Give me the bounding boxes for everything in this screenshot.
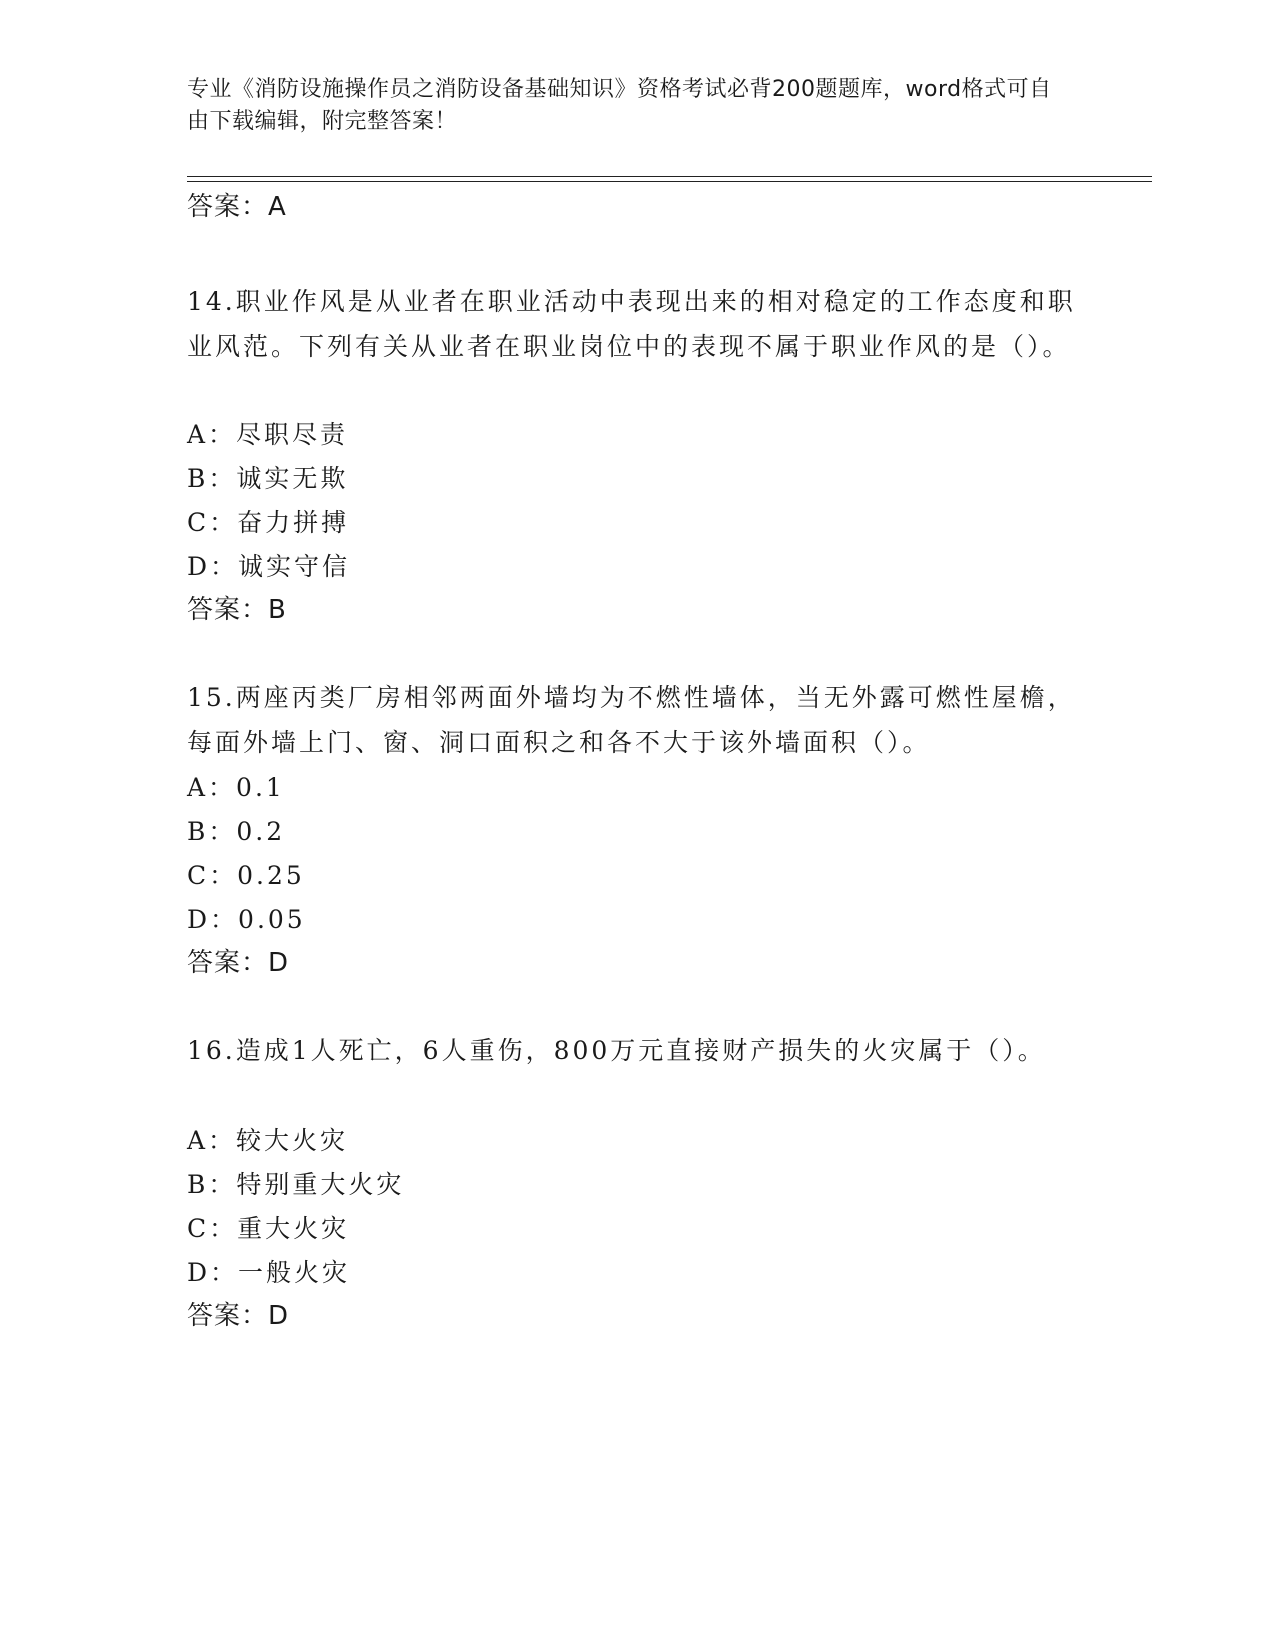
question-14-answer: 答案：B [187,595,287,625]
question-16-option-b: B：特别重大火灾 [187,1170,405,1199]
question-15-stem: 15.两座丙类厂房相邻两面外墙均为不燃性墙体，当无外露可燃性屋檐，每面外墙上门、窗、洞口面积之和各不大于该外墙面积（）。 [187,683,1076,757]
question-14-option-b: B：诚实无欺 [187,464,349,493]
question-15-option-d: D：0.05 [187,905,306,934]
question-14-option-d: D：诚实守信 [187,552,351,581]
question-15-option-a: A：0.1 [187,773,285,802]
question-16-option-c: C：重大火灾 [187,1214,350,1243]
question-14-stem: 14.职业作风是从业者在职业活动中表现出来的相对稳定的工作态度和职业风范。下列有关从业者在职业岗位中的表现不属于职业作风的是（）。 [187,287,1076,361]
document-header: 专业《消防设施操作员之消防设备基础知识》资格考试必背200题题库，word格式可自由下载编辑，附完整答案！ [187,77,1052,134]
question-16-option-d: D：一般火灾 [187,1258,351,1287]
question-15-option-c: C：0.25 [187,861,305,890]
header-divider-top [187,176,1152,177]
question-16-stem: 16.造成1人死亡，6人重伤，800万元直接财产损失的火灾属于（）。 [187,1036,1046,1065]
question-15-option-b: B：0.2 [187,817,286,846]
previous-answer: 答案：A [187,192,287,222]
header-divider-bottom [187,181,1152,182]
question-14-option-c: C：奋力拼搏 [187,508,350,537]
question-16-answer: 答案：D [187,1301,290,1331]
question-15-answer: 答案：D [187,948,290,978]
question-16-option-a: A：较大火灾 [187,1126,349,1155]
question-14-option-a: A：尽职尽责 [187,420,349,449]
